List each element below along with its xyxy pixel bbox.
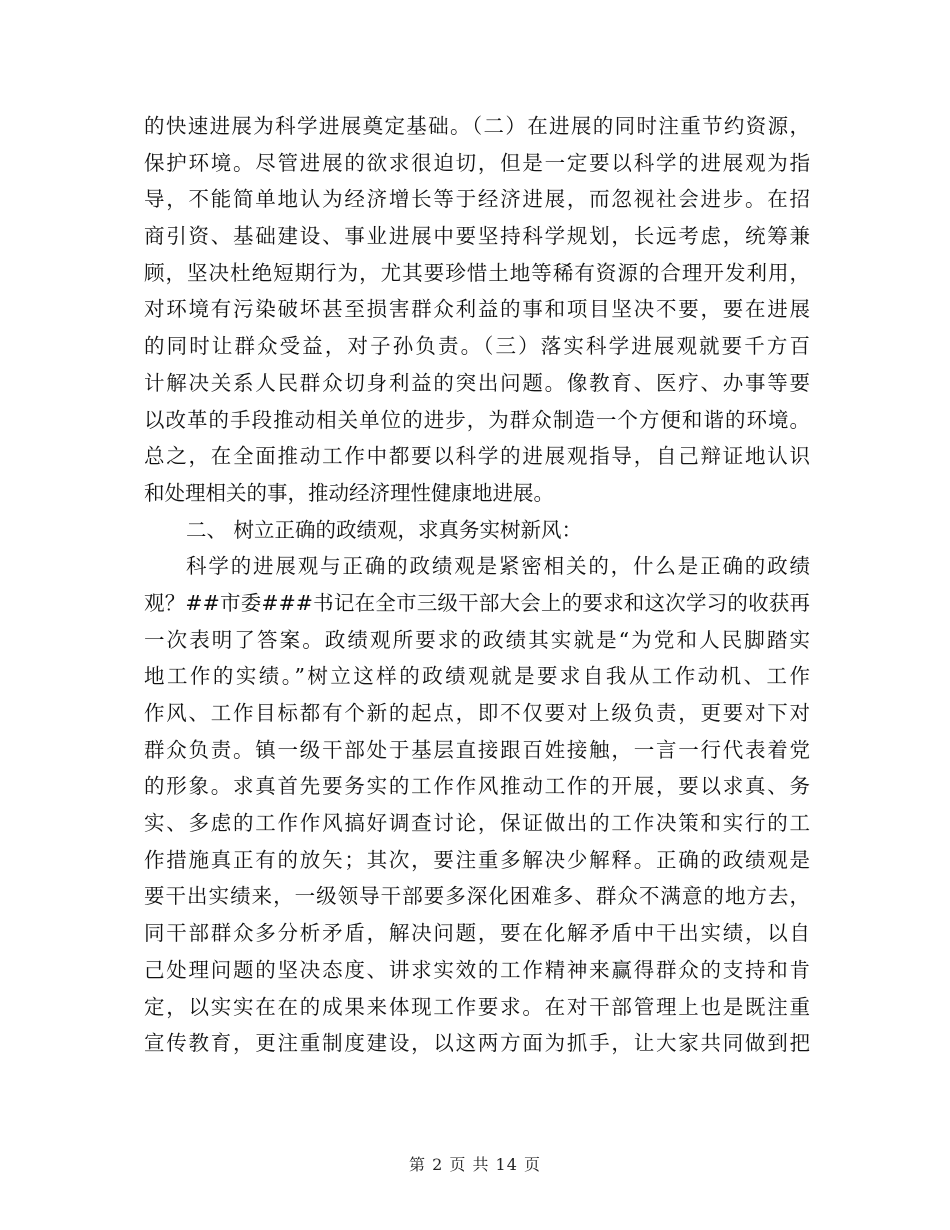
text-line: 观？##市委###书记在全市三级干部大会上的要求和这次学习的收获再 — [144, 590, 810, 615]
text-line: 同干部群众多分析矛盾，解决问题，要在化解矛盾中干出实绩，以自 — [144, 921, 810, 946]
text-line: 作措施真正有的放矢；其次，要注重多解决少解释。正确的政绩观是 — [144, 847, 810, 872]
section-heading: 二、 树立正确的政绩观，求真务实树新风： — [186, 517, 583, 542]
text-line: 实、多虑的工作作风搞好调查讨论，保证做出的工作决策和实行的工 — [144, 811, 810, 836]
text-line: 和处理相关的事，推动经济理性健康地进展。 — [144, 480, 554, 505]
text-line: 作风、工作目标都有个新的起点，即不仅要对上级负责，更要对下对 — [144, 701, 810, 725]
text-line: 导，不能简单地认为经济增长等于经济进展，而忽视社会进步。在招 — [144, 187, 810, 212]
text-line: 商引资、基础建设、事业进展中要坚持科学规划，长远考虑，统筹兼 — [144, 224, 810, 249]
paragraph-1 — [144, 108, 810, 512]
text-line: 群众负责。镇一级干部处于基层直接跟百姓接触，一言一行代表着党 — [144, 737, 810, 762]
text-line: 计解决关系人民群众切身利益的突出问题。像教育、医疗、办事等要 — [144, 370, 810, 395]
text-line: 地工作的实绩。”树立这样的政绩观就是要求自我从工作动机、工作 — [144, 664, 810, 689]
text-line: 的同时让群众受益，对子孙负责。（三）落实科学进展观就要千方百 — [144, 334, 810, 359]
text-line: 对环境有污染破坏甚至损害群众利益的事和项目坚决不要，要在进展 — [144, 297, 810, 322]
body-text — [144, 108, 810, 1062]
text-line: 己处理问题的坚决态度、讲求实效的工作精神来赢得群众的支持和肯 — [144, 957, 810, 982]
text-line: 的快速进展为科学进展奠定基础。（二）在进展的同时注重节约资源， — [144, 114, 810, 138]
paragraph-2 — [144, 548, 810, 1062]
text-line: 顾，坚决杜绝短期行为，尤其要珍惜土地等稀有资源的合理开发利用， — [144, 260, 810, 285]
page-footer: 第 2 页 共 14 页 — [409, 1155, 541, 1174]
text-line: 宣传教育，更注重制度建设，以这两方面为抓手，让大家共同做到把 — [144, 1031, 810, 1056]
text-line: 定，以实实在在的成果来体现工作要求。在对干部管理上也是既注重 — [144, 994, 810, 1019]
text-line: 保护环境。尽管进展的欲求很迫切，但是一定要以科学的进展观为指 — [144, 150, 810, 175]
text-line: 要干出实绩来，一级领导干部要多深化困难多、群众不满意的地方去， — [144, 884, 810, 909]
text-line: 的形象。求真首先要务实的工作作风推动工作的开展，要以求真、务 — [144, 774, 810, 799]
text-line: 总之，在全面推动工作中都要以科学的进展观指导，自己辩证地认识 — [144, 444, 810, 469]
text-line: 以改革的手段推动相关单位的进步，为群众制造一个方便和谐的环境。 — [144, 407, 810, 432]
text-line: 一次表明了答案。政绩观所要求的政绩其实就是“为党和人民脚踏实 — [144, 627, 810, 652]
text-line: 科学的进展观与正确的政绩观是紧密相关的，什么是正确的政绩 — [186, 554, 810, 579]
